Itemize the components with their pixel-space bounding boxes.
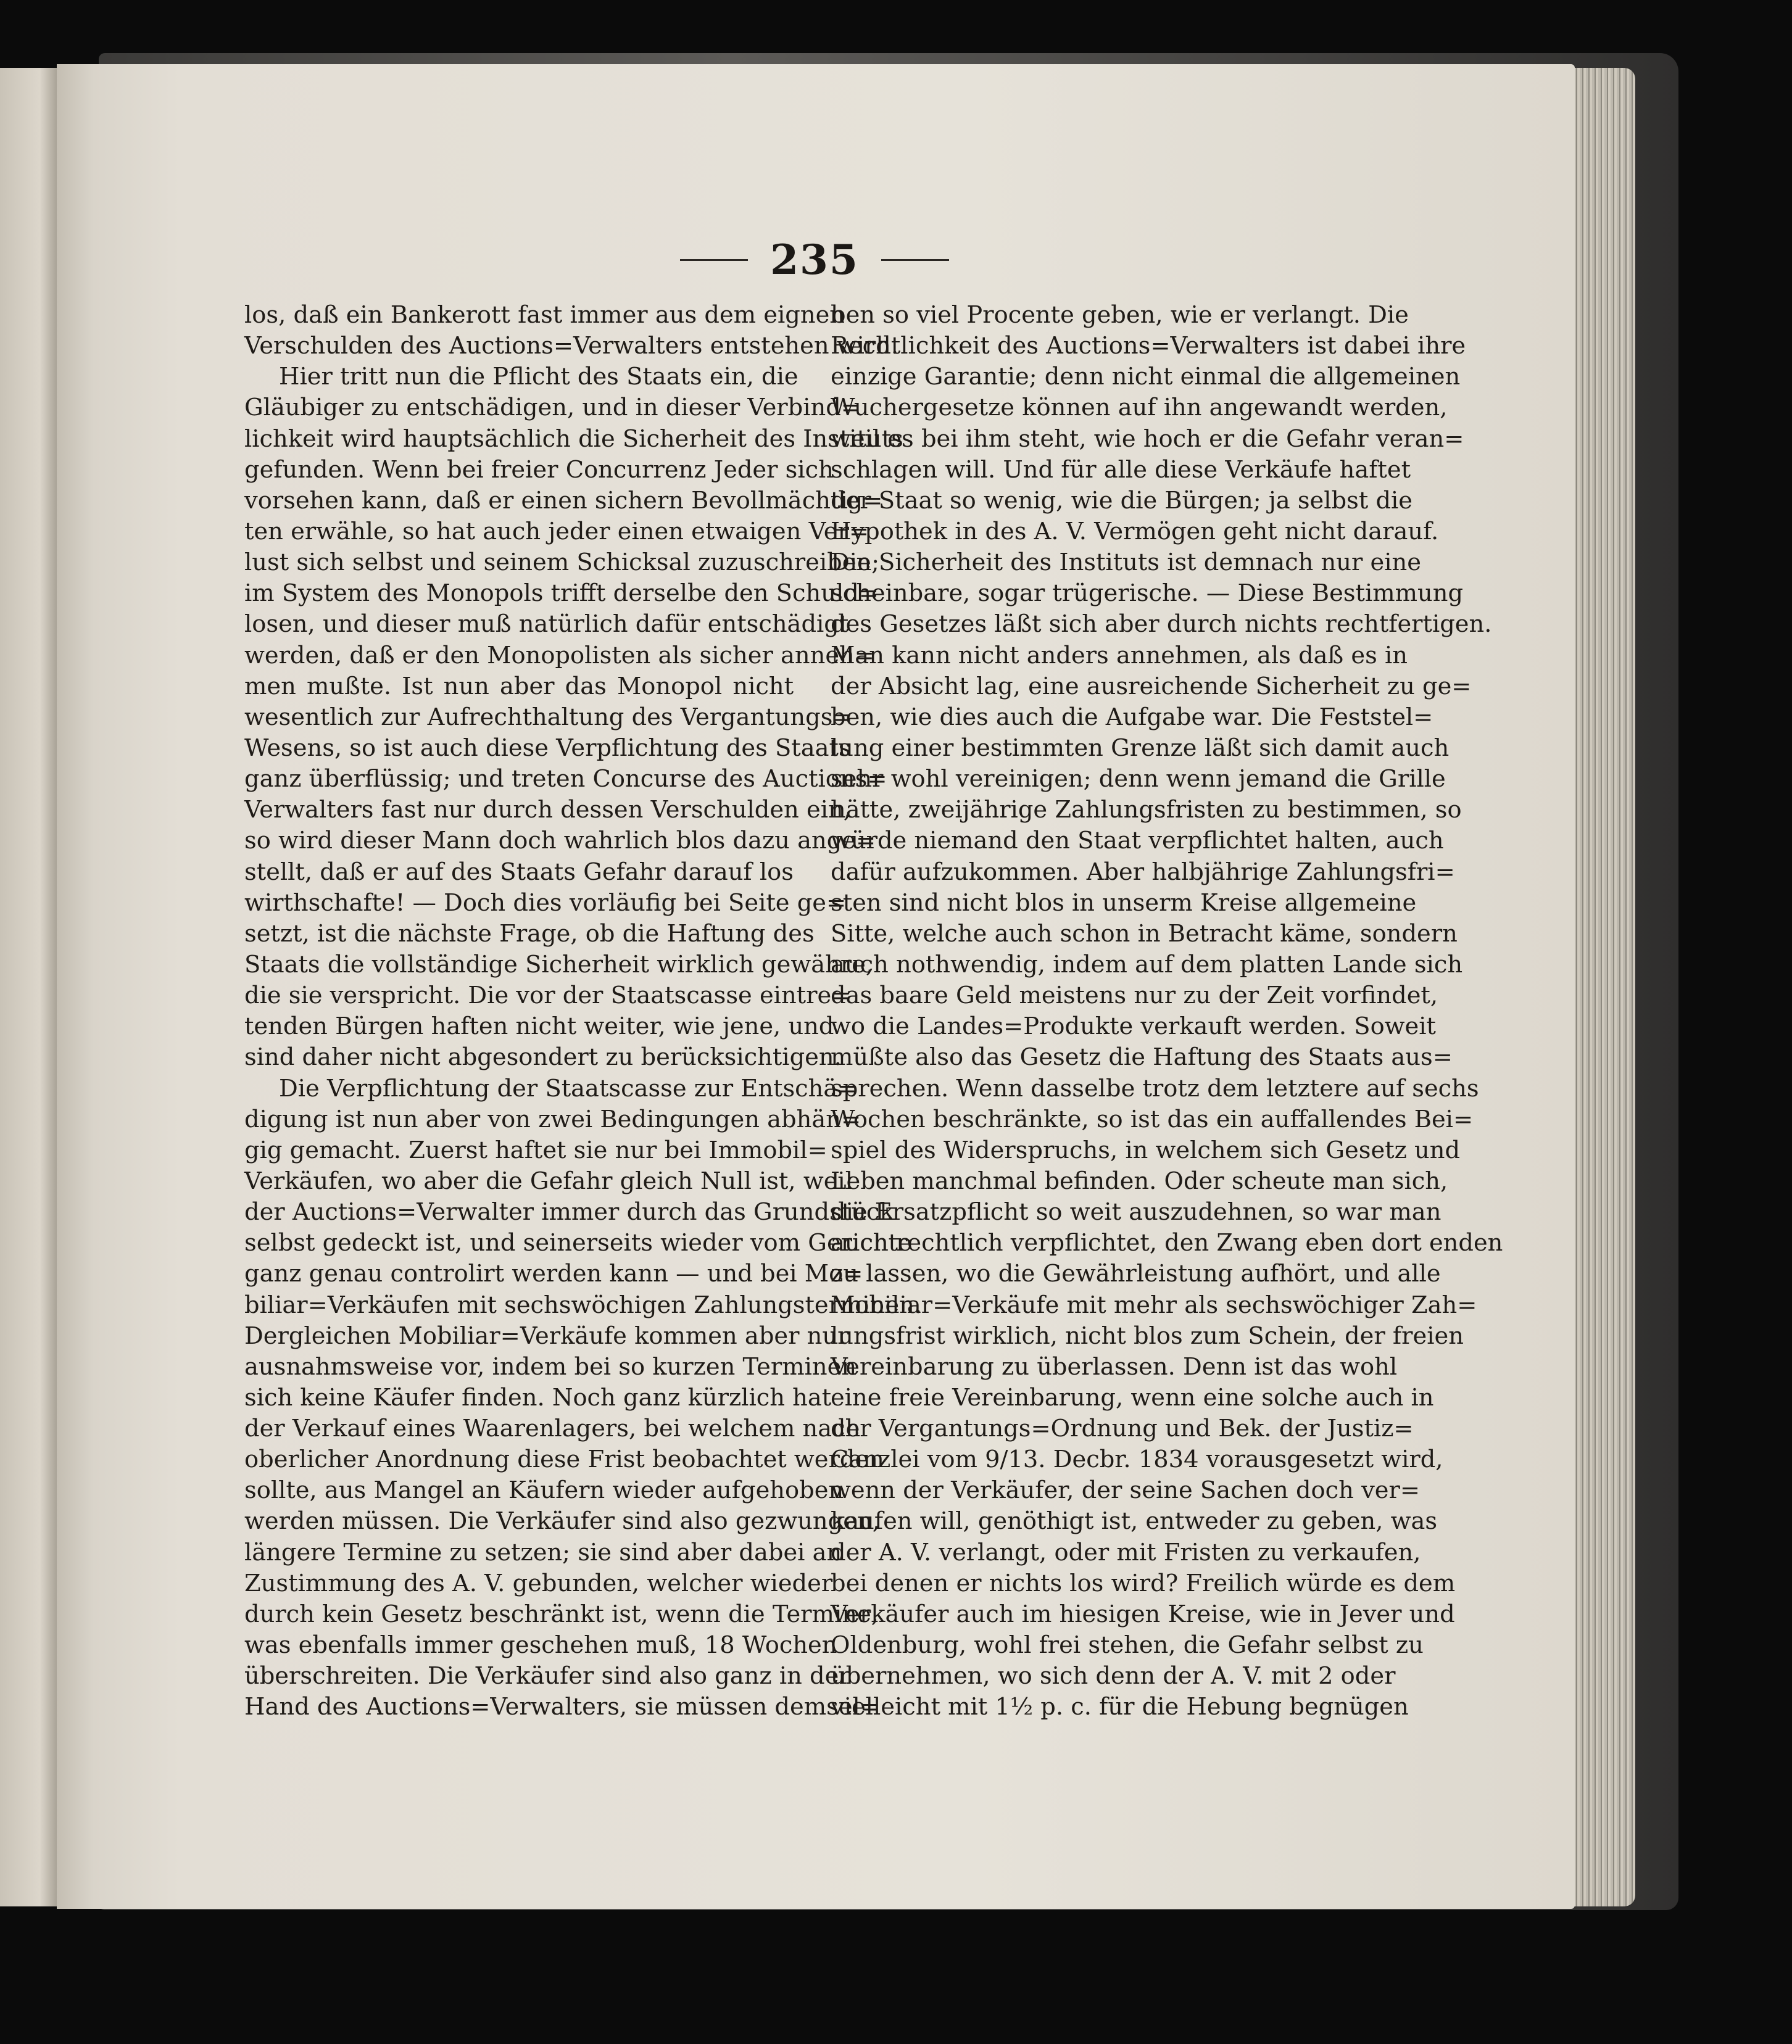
text-line: auch nothwendig, indem auf dem platten Lande sich	[831, 950, 1463, 979]
text-line: Verwalters fast nur durch dessen Verschulden ein,	[244, 796, 851, 824]
text-line: so wird dieser Mann doch wahrlich blos dazu ange=	[244, 827, 876, 855]
text-line: kaufen will, genöthigt ist, entweder zu geben, was	[831, 1507, 1438, 1536]
text-line: Wochen beschränkte, so ist das ein auffallendes Bei=	[831, 1105, 1474, 1133]
page-header	[654, 232, 975, 288]
text-line: übernehmen, wo sich denn der A. V. mit 2 oder	[831, 1662, 1396, 1690]
text-line: wenn der Verkäufer, der seine Sachen doch ver=	[831, 1476, 1421, 1505]
text-line: der Absicht lag, eine ausreichende Sicherheit zu ge=	[831, 672, 1472, 700]
text-line: losen, und dieser muß natürlich dafür entschädigt	[244, 610, 849, 639]
text-line: werden müssen. Die Verkäufer sind also gezwungen,	[244, 1507, 880, 1536]
text-line: Canzlei vom 9/13. Decbr. 1834 vorausgesetzt wird,	[831, 1446, 1443, 1474]
text-line: längere Termine zu setzen; sie sind aber dabei an	[244, 1538, 842, 1566]
text-line: spiel des Widerspruchs, in welchem sich Gesetz und	[831, 1136, 1461, 1164]
text-line: ganz überflüssig; und treten Concurse des Auctions=	[244, 765, 887, 793]
text-line: Sitte, welche auch schon in Betracht käme, sondern	[831, 919, 1458, 948]
text-line: ten erwähle, so hat auch jeder einen etwaigen Ver=	[244, 517, 869, 545]
text-line: Verschulden des Auctions=Verwalters entstehen wird.	[244, 332, 899, 360]
text-line: zu lassen, wo die Gewährleistung aufhört, und alle	[831, 1260, 1441, 1288]
text-line: der Auctions=Verwalter immer durch das Grundstück	[244, 1198, 894, 1227]
text-line: Zustimmung des A. V. gebunden, welcher wieder	[244, 1569, 833, 1597]
text-line: sind daher nicht abgesondert zu berücksichtigen.	[244, 1043, 842, 1072]
text-line: sich keine Käufer finden. Noch ganz kürzlich hat	[244, 1383, 832, 1412]
facing-page-edge	[0, 68, 57, 1906]
text-line: Leben manchmal befinden. Oder scheute man sich,	[831, 1167, 1448, 1195]
header-rule-right	[881, 259, 949, 261]
text-line: selbst gedeckt ist, und seinerseits wieder vom Gerichte	[244, 1229, 912, 1257]
text-line: würde niemand den Staat verpflichtet halten, auch	[831, 827, 1444, 855]
text-line: sollte, aus Mangel an Käufern wieder aufgehoben	[244, 1476, 844, 1505]
text-line: vorsehen kann, daß er einen sichern Bevollmächtig=	[244, 486, 883, 515]
text-line: der Staat so wenig, wie die Bürgen; ja selbst die	[831, 486, 1413, 515]
text-line: sprechen. Wenn dasselbe trotz dem letztere auf sechs	[831, 1074, 1479, 1103]
page-stack-edge	[1567, 68, 1635, 1906]
header-rule-left	[680, 259, 748, 261]
text-line: im System des Monopols trifft derselbe den Schuld=	[244, 579, 879, 608]
text-line: Verkäufer auch im hiesigen Kreise, wie in Jever und	[831, 1600, 1455, 1628]
text-column-left	[244, 300, 923, 1723]
text-line: Wuchergesetze können auf ihn angewandt werden,	[831, 394, 1448, 422]
text-line: Die Sicherheit des Instituts ist demnach nur eine	[831, 548, 1421, 577]
text-line: der Verkauf eines Waarenlagers, bei welchem nach	[244, 1415, 861, 1443]
text-line: men mußte. Ist nun aber das Monopol nicht	[244, 672, 794, 700]
text-line: lichkeit wird hauptsächlich die Sicherheit des Instituts	[244, 424, 903, 453]
text-line: Mobiliar=Verkäufe mit mehr als sechswöchiger Zah=	[831, 1291, 1477, 1319]
text-line: scheinbare, sogar trügerische. — Diese Bestimmung	[831, 579, 1464, 608]
text-line: Vereinbarung zu überlassen. Denn ist das wohl	[831, 1352, 1398, 1381]
text-line: Hand des Auctions=Verwalters, sie müssen demsel=	[244, 1693, 880, 1721]
text-line: gefunden. Wenn bei freier Concurrenz Jeder sich	[244, 455, 834, 484]
text-line: schlagen will. Und für alle diese Verkäufe haftet	[831, 455, 1411, 484]
text-line: wirthschafte! — Doch dies vorläufig bei Seite ge=	[244, 888, 847, 917]
text-line: stellt, daß er auf des Staats Gefahr darauf los	[244, 858, 794, 886]
text-line: weil es bei ihm steht, wie hoch er die Gefahr veran=	[831, 424, 1464, 453]
page-number: 235	[770, 236, 859, 284]
text-line: Man kann nicht anders annehmen, als daß es in	[831, 641, 1408, 669]
text-line: sehr wohl vereinigen; denn wenn jemand die Grille	[831, 765, 1446, 793]
text-line: los, daß ein Bankerott fast immer aus dem eignen	[244, 301, 845, 329]
text-line: lung einer bestimmten Grenze läßt sich damit auch	[831, 734, 1450, 762]
text-line: ben so viel Procente geben, wie er verlangt. Die	[831, 301, 1409, 329]
text-line: vielleicht mit 1½ p. c. für die Hebung begnügen	[831, 1693, 1409, 1721]
text-line: ganz genau controlirt werden kann — und bei Mo=	[244, 1260, 863, 1288]
text-line: ausnahmsweise vor, indem bei so kurzen Terminen	[244, 1352, 857, 1381]
text-line: eine freie Vereinbarung, wenn eine solche auch in	[831, 1383, 1434, 1412]
text-line: Staats die vollständige Sicherheit wirklich gewähre,	[244, 950, 874, 979]
text-line: überschreiten. Die Verkäufer sind also ganz in der	[244, 1662, 850, 1690]
text-line: ben, wie dies auch die Aufgabe war. Die Feststel=	[831, 703, 1433, 731]
text-column-right	[831, 300, 1503, 1723]
text-line: auch rechtlich verpflichtet, den Zwang eben dort enden	[831, 1229, 1503, 1257]
text-line: die Ersatzpflicht so weit auszudehnen, so war man	[831, 1198, 1441, 1227]
text-line: Rechtlichkeit des Auctions=Verwalters ist dabei ihre	[831, 332, 1466, 360]
text-line: lust sich selbst und seinem Schicksal zuzuschreiben;	[244, 548, 880, 577]
text-line: Verkäufen, wo aber die Gefahr gleich Null ist, weil	[244, 1167, 853, 1195]
text-line: Hier tritt nun die Pflicht des Staats ein, die	[279, 363, 799, 391]
text-line: bei denen er nichts los wird? Freilich würde es dem	[831, 1569, 1456, 1597]
text-line: der Vergantungs=Ordnung und Bek. der Justiz=	[831, 1415, 1414, 1443]
text-line: wesentlich zur Aufrechthaltung des Vergantungs=	[244, 703, 853, 731]
text-line: was ebenfalls immer geschehen muß, 18 Wochen	[244, 1631, 837, 1660]
text-line: müßte also das Gesetz die Haftung des Staats aus=	[831, 1043, 1453, 1072]
text-line: setzt, ist die nächste Frage, ob die Haftung des	[244, 919, 815, 948]
text-line: Wesens, so ist auch diese Verpflichtung des Staats	[244, 734, 851, 762]
text-line: oberlicher Anordnung diese Frist beobachtet werden	[244, 1446, 884, 1474]
text-line: wo die Landes=Produkte verkauft werden. Soweit	[831, 1012, 1436, 1041]
text-line: einzige Garantie; denn nicht einmal die allgemeinen	[831, 363, 1461, 391]
text-line: der A. V. verlangt, oder mit Fristen zu verkaufen,	[831, 1538, 1421, 1566]
text-line: Dergleichen Mobiliar=Verkäufe kommen aber nur	[244, 1322, 849, 1350]
text-line: tenden Bürgen haften nicht weiter, wie jene, und	[244, 1012, 834, 1041]
text-line: Oldenburg, wohl frei stehen, die Gefahr selbst zu	[831, 1631, 1424, 1660]
text-line: hätte, zweijährige Zahlungsfristen zu bestimmen, so	[831, 796, 1462, 824]
text-line: Hypothek in des A. V. Vermögen geht nicht darauf.	[831, 517, 1439, 545]
text-line: das baare Geld meistens nur zu der Zeit vorfindet,	[831, 982, 1438, 1010]
text-line: dafür aufzukommen. Aber halbjährige Zahlungsfri=	[831, 858, 1455, 886]
text-line: durch kein Gesetz beschränkt ist, wenn die Termine,	[244, 1600, 879, 1628]
text-line: werden, daß er den Monopolisten als sicher anneh=	[244, 641, 874, 669]
text-line: die sie verspricht. Die vor der Staatscasse eintre=	[244, 982, 852, 1010]
text-line: sten sind nicht blos in unserm Kreise allgemeine	[831, 888, 1417, 917]
text-line: des Gesetzes läßt sich aber durch nichts rechtfertigen.	[831, 610, 1492, 639]
text-line: digung ist nun aber von zwei Bedingungen abhän=	[244, 1105, 861, 1133]
text-line: Gläubiger zu entschädigen, und in dieser Verbind=	[244, 394, 861, 422]
text-line: biliar=Verkäufen mit sechswöchigen Zahlungsterminen.	[244, 1291, 923, 1319]
text-line: lungsfrist wirklich, nicht blos zum Schein, der freien	[831, 1322, 1464, 1350]
text-line: gig gemacht. Zuerst haftet sie nur bei Immobil=	[244, 1136, 828, 1164]
text-line: Die Verpflichtung der Staatscasse zur Entschä=	[279, 1074, 858, 1103]
